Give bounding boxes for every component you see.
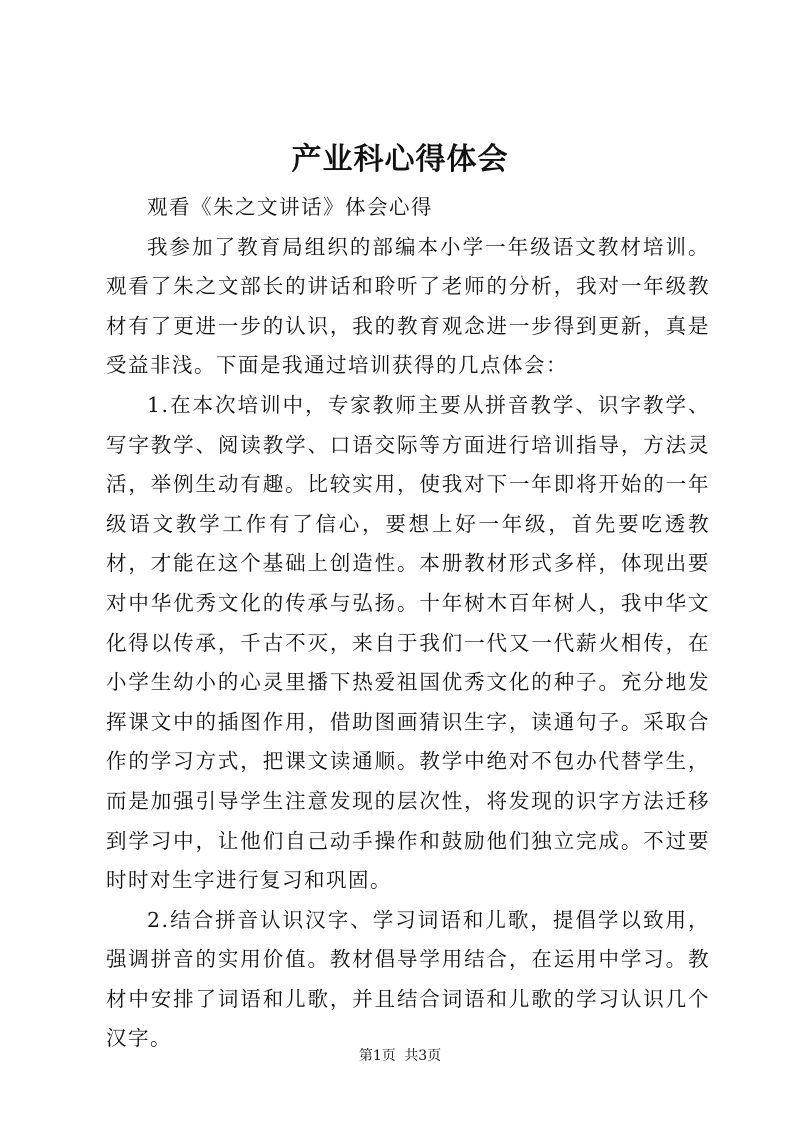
subtitle-paragraph: 观看《朱之文讲话》体会心得	[147, 195, 433, 219]
page-footer	[0, 1046, 800, 1066]
page-number: 第1页	[358, 1048, 396, 1064]
body-paragraph: 1.在本次培训中，专家教师主要从拼音教学、识字教学、写字教学、阅读教学、口语交际等方面进行培训指导，方法灵活，举例生动有趣。比较实用，使我对下一年即将开始的一年级语文教学工作有了信心，要想上好一年级，首先要吃透教材，才能在这个基础上创造性。本册教材形式多样，体现出要对中华优秀文化的传承与弘扬。十年树木百年树人，我中华文化得以传承，千古不灭，来自于我们一代又一代薪火相传，在小学生幼小的心灵里播下热爱祖国优秀文化的种子。充分地发挥课文中的插图作用，借助图画猜识生字，读通句子。采取合作的学习方式，把课文读通顺。教学中绝对不包办代替学生，而是加强引导学生注意发现的层次性，将发现的识字方法迁移到学习中，让他们自己动手操作和鼓励他们独立完成。不过要时时对生字进行复习和巩固。	[106, 392, 710, 893]
document-title: 产业科心得体会	[291, 142, 509, 177]
body-paragraph: 我参加了教育局组织的部编本小学一年级语文教材培训。观看了朱之文部长的讲话和聆听了老师的分析，我对一年级教材有了更进一步的认识，我的教育观念进一步得到更新，真是受益非浅。下面是我通过培训获得的几点体会：	[106, 234, 710, 378]
total-pages: 共3页	[404, 1048, 442, 1064]
document-body	[106, 188, 710, 1059]
body-paragraph: 2.结合拼音认识汉字、学习词语和儿歌，提倡学以致用，强调拼音的实用价值。教材倡导学用结合，在运用中学习。教材中安排了词语和儿歌，并且结合词语和儿歌的学习认识几个汉字。	[106, 907, 710, 1051]
